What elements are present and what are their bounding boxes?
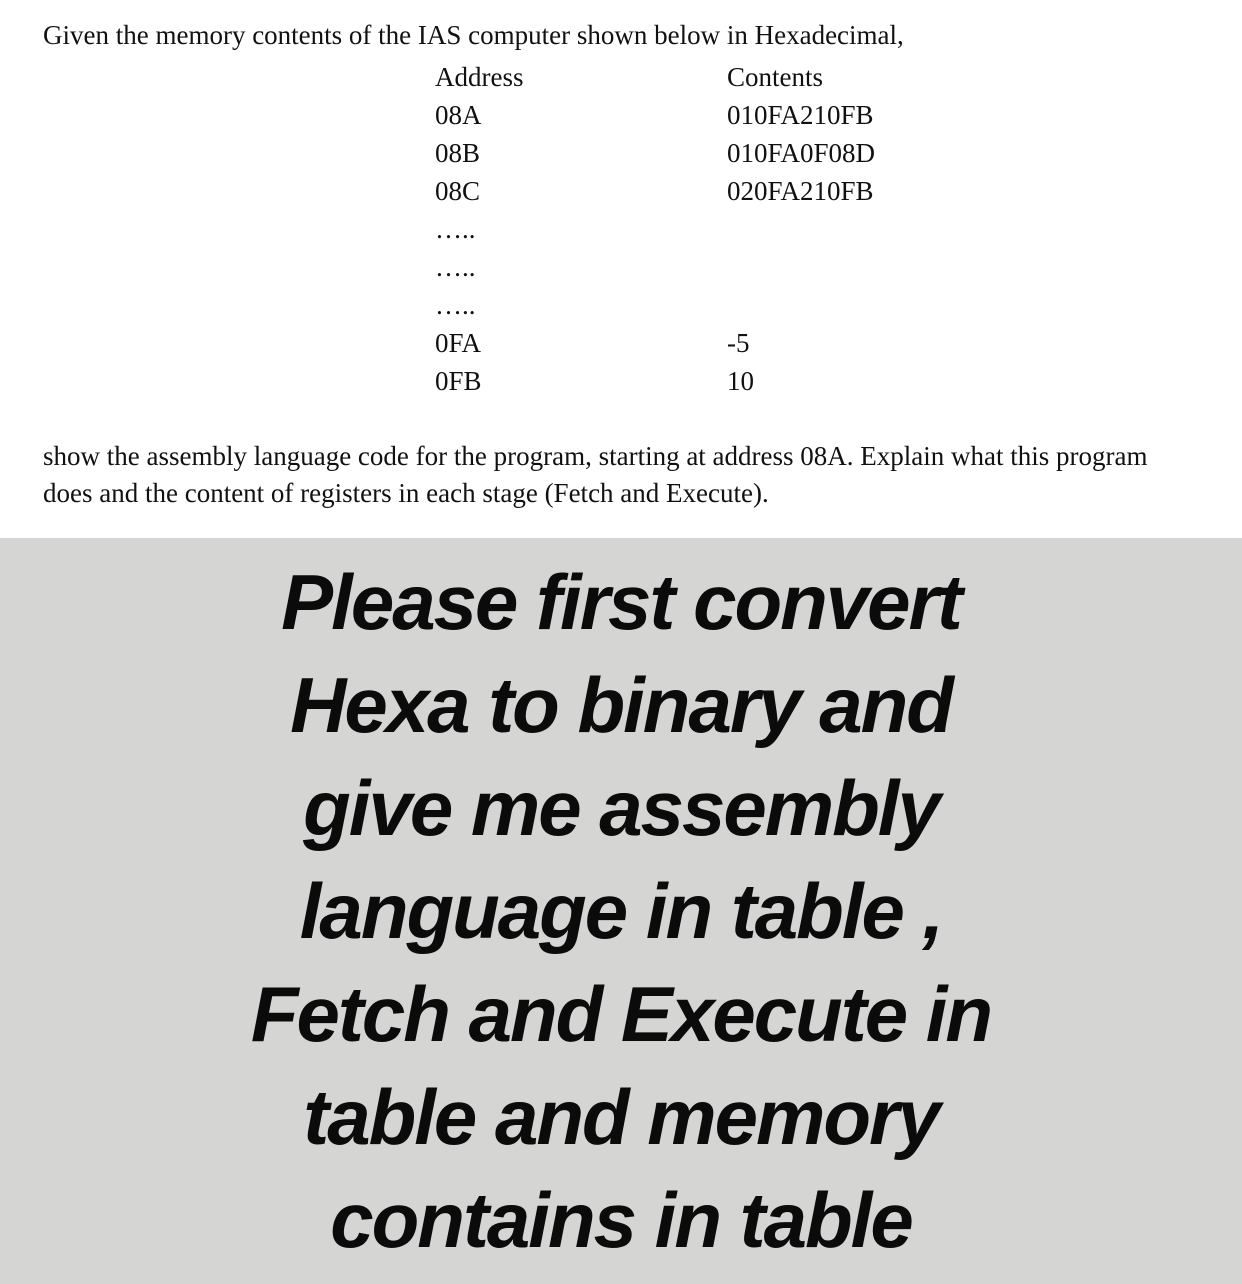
contents-cell [727,210,1202,248]
overlay-line: Hexa to binary and [290,660,952,749]
table-row [435,324,1202,362]
table-row [435,210,1202,248]
table-row [435,96,1202,134]
address-cell: 08B [435,138,481,168]
table-row [435,248,1202,286]
overlay-line: Fetch and Execute in [250,969,992,1058]
contents-cell [727,286,1202,324]
contents-cell: 10 [727,366,754,396]
overlay-line: give me assembly [303,763,939,852]
question-outro: show the assembly language code for the program, starting at address 08A. Explain what this program does and the content of registers in each stage (Fetch and Execute). [43,441,1148,508]
address-cell: ….. [435,252,476,282]
memory-table-header-row [435,58,1202,96]
address-cell: 0FA [435,328,482,358]
contents-cell [727,248,1202,286]
overlay-panel [0,538,1242,1284]
table-row [435,286,1202,324]
header-address: Address [435,62,524,92]
overlay-line: language in table , [299,866,943,955]
address-cell: 0FB [435,366,482,396]
address-cell: 08A [435,100,482,130]
address-cell: ….. [435,214,476,244]
question-section [0,0,1242,538]
contents-cell: 020FA210FB [727,176,874,206]
address-cell: ….. [435,290,476,320]
contents-cell: -5 [727,328,750,358]
overlay-line: table and memory [303,1072,939,1161]
overlay-line: contains in table [330,1175,912,1264]
address-cell: 08C [435,176,481,206]
table-row [435,362,1202,400]
overlay-line: Please first convert [281,557,961,646]
question-intro: Given the memory contents of the IAS computer shown below in Hexadecimal, [43,20,904,50]
contents-cell: 010FA210FB [727,100,874,130]
header-contents: Contents [727,62,824,92]
table-row [435,134,1202,172]
memory-table [435,58,1202,400]
contents-cell: 010FA0F08D [727,138,876,168]
table-row [435,172,1202,210]
